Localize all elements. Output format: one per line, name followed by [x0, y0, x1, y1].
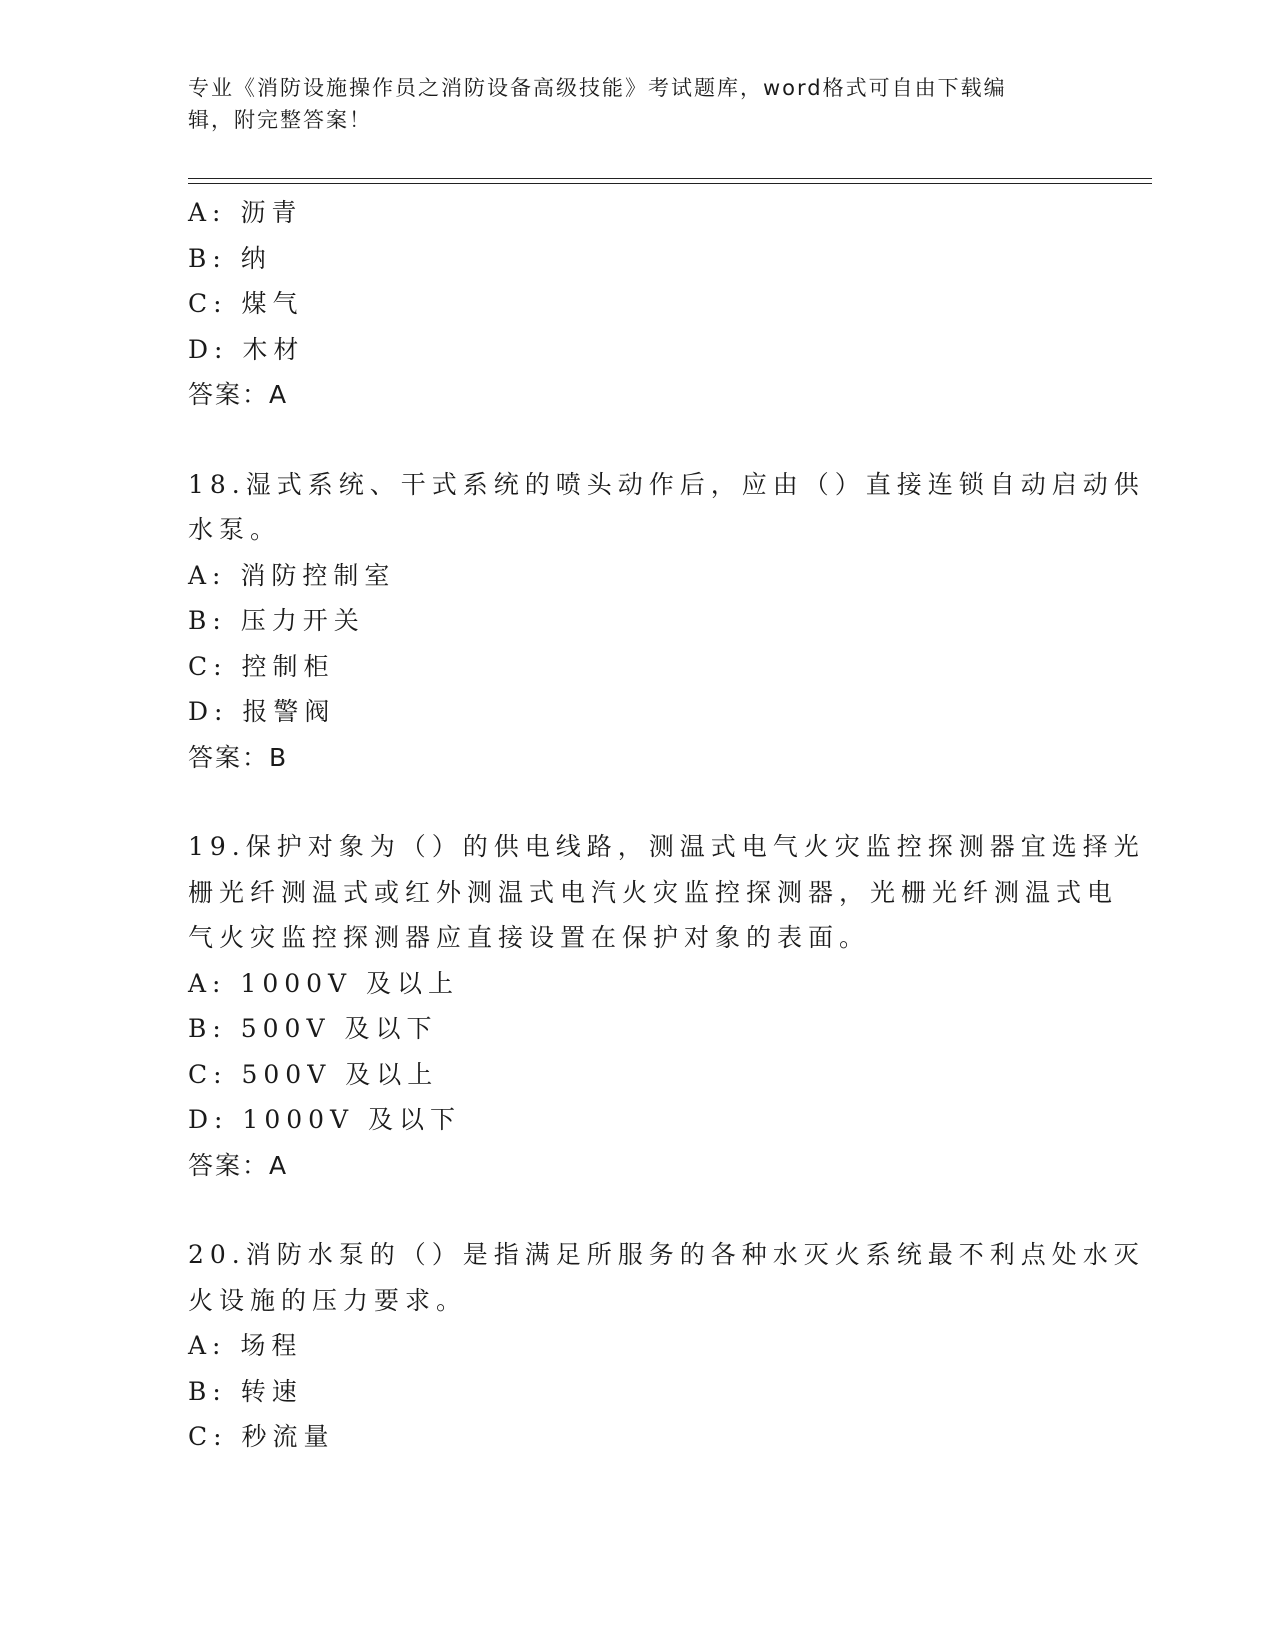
option-b: B: 500V 及以下 [188, 1014, 438, 1043]
option-a: A: 场程 [188, 1331, 303, 1360]
question-18 [188, 462, 1145, 781]
header-line-1: 专业《消防设施操作员之消防设备高级技能》考试题库，word格式可自由下载编 [188, 76, 1007, 100]
option-d: D: 木材 [188, 334, 305, 364]
option-c: C: 500V 及以上 [188, 1059, 439, 1089]
option-b: B: 纳 [188, 243, 272, 273]
option-d: D: 报警阀 [188, 697, 336, 726]
option-b: B: 压力开关 [188, 606, 365, 635]
option-c: C: 秒流量 [188, 1422, 335, 1451]
question-stem [188, 824, 1145, 961]
option-c: C: 控制柜 [188, 651, 335, 681]
question-stem [188, 462, 1145, 553]
stem-line: 18.湿式系统、干式系统的喷头动作后，应由（）直接连锁自动启动供 [188, 469, 1145, 499]
option-d: D: 1000V 及以下 [188, 1105, 462, 1134]
question-20 [188, 1232, 1145, 1460]
answer-line: 答案：A [188, 1150, 289, 1180]
option-a: A: 1000V 及以上 [188, 968, 460, 998]
stem-line: 栅光纤测温式或红外测温式电汽火灾监控探测器，光栅光纤测温式电 [188, 877, 1119, 907]
stem-line: 水泵。 [188, 515, 282, 544]
question-17 [188, 190, 1088, 418]
option-a: A: 沥青 [188, 198, 303, 227]
answer-line: 答案：B [188, 742, 289, 772]
option-c: C: 煤气 [188, 289, 304, 318]
question-stem [188, 1232, 1145, 1323]
document-header [188, 72, 1068, 136]
stem-line: 19.保护对象为（）的供电线路，测温式电气火灾监控探测器宜选择光 [188, 832, 1145, 861]
option-b: B: 转速 [188, 1376, 303, 1406]
header-divider-top [188, 178, 1152, 179]
stem-line: 气火灾监控探测器应直接设置在保护对象的表面。 [188, 923, 871, 952]
question-19 [188, 824, 1145, 1188]
answer-line: 答案：A [188, 380, 289, 409]
question-list [188, 190, 1145, 1460]
option-a: A: 消防控制室 [188, 560, 396, 590]
stem-line: 火设施的压力要求。 [188, 1285, 468, 1315]
header-line-2: 辑，附完整答案！ [188, 108, 372, 132]
stem-line: 20.消防水泵的（）是指满足所服务的各种水灭火系统最不利点处水灭 [188, 1240, 1145, 1269]
header-divider-bottom [188, 183, 1152, 184]
